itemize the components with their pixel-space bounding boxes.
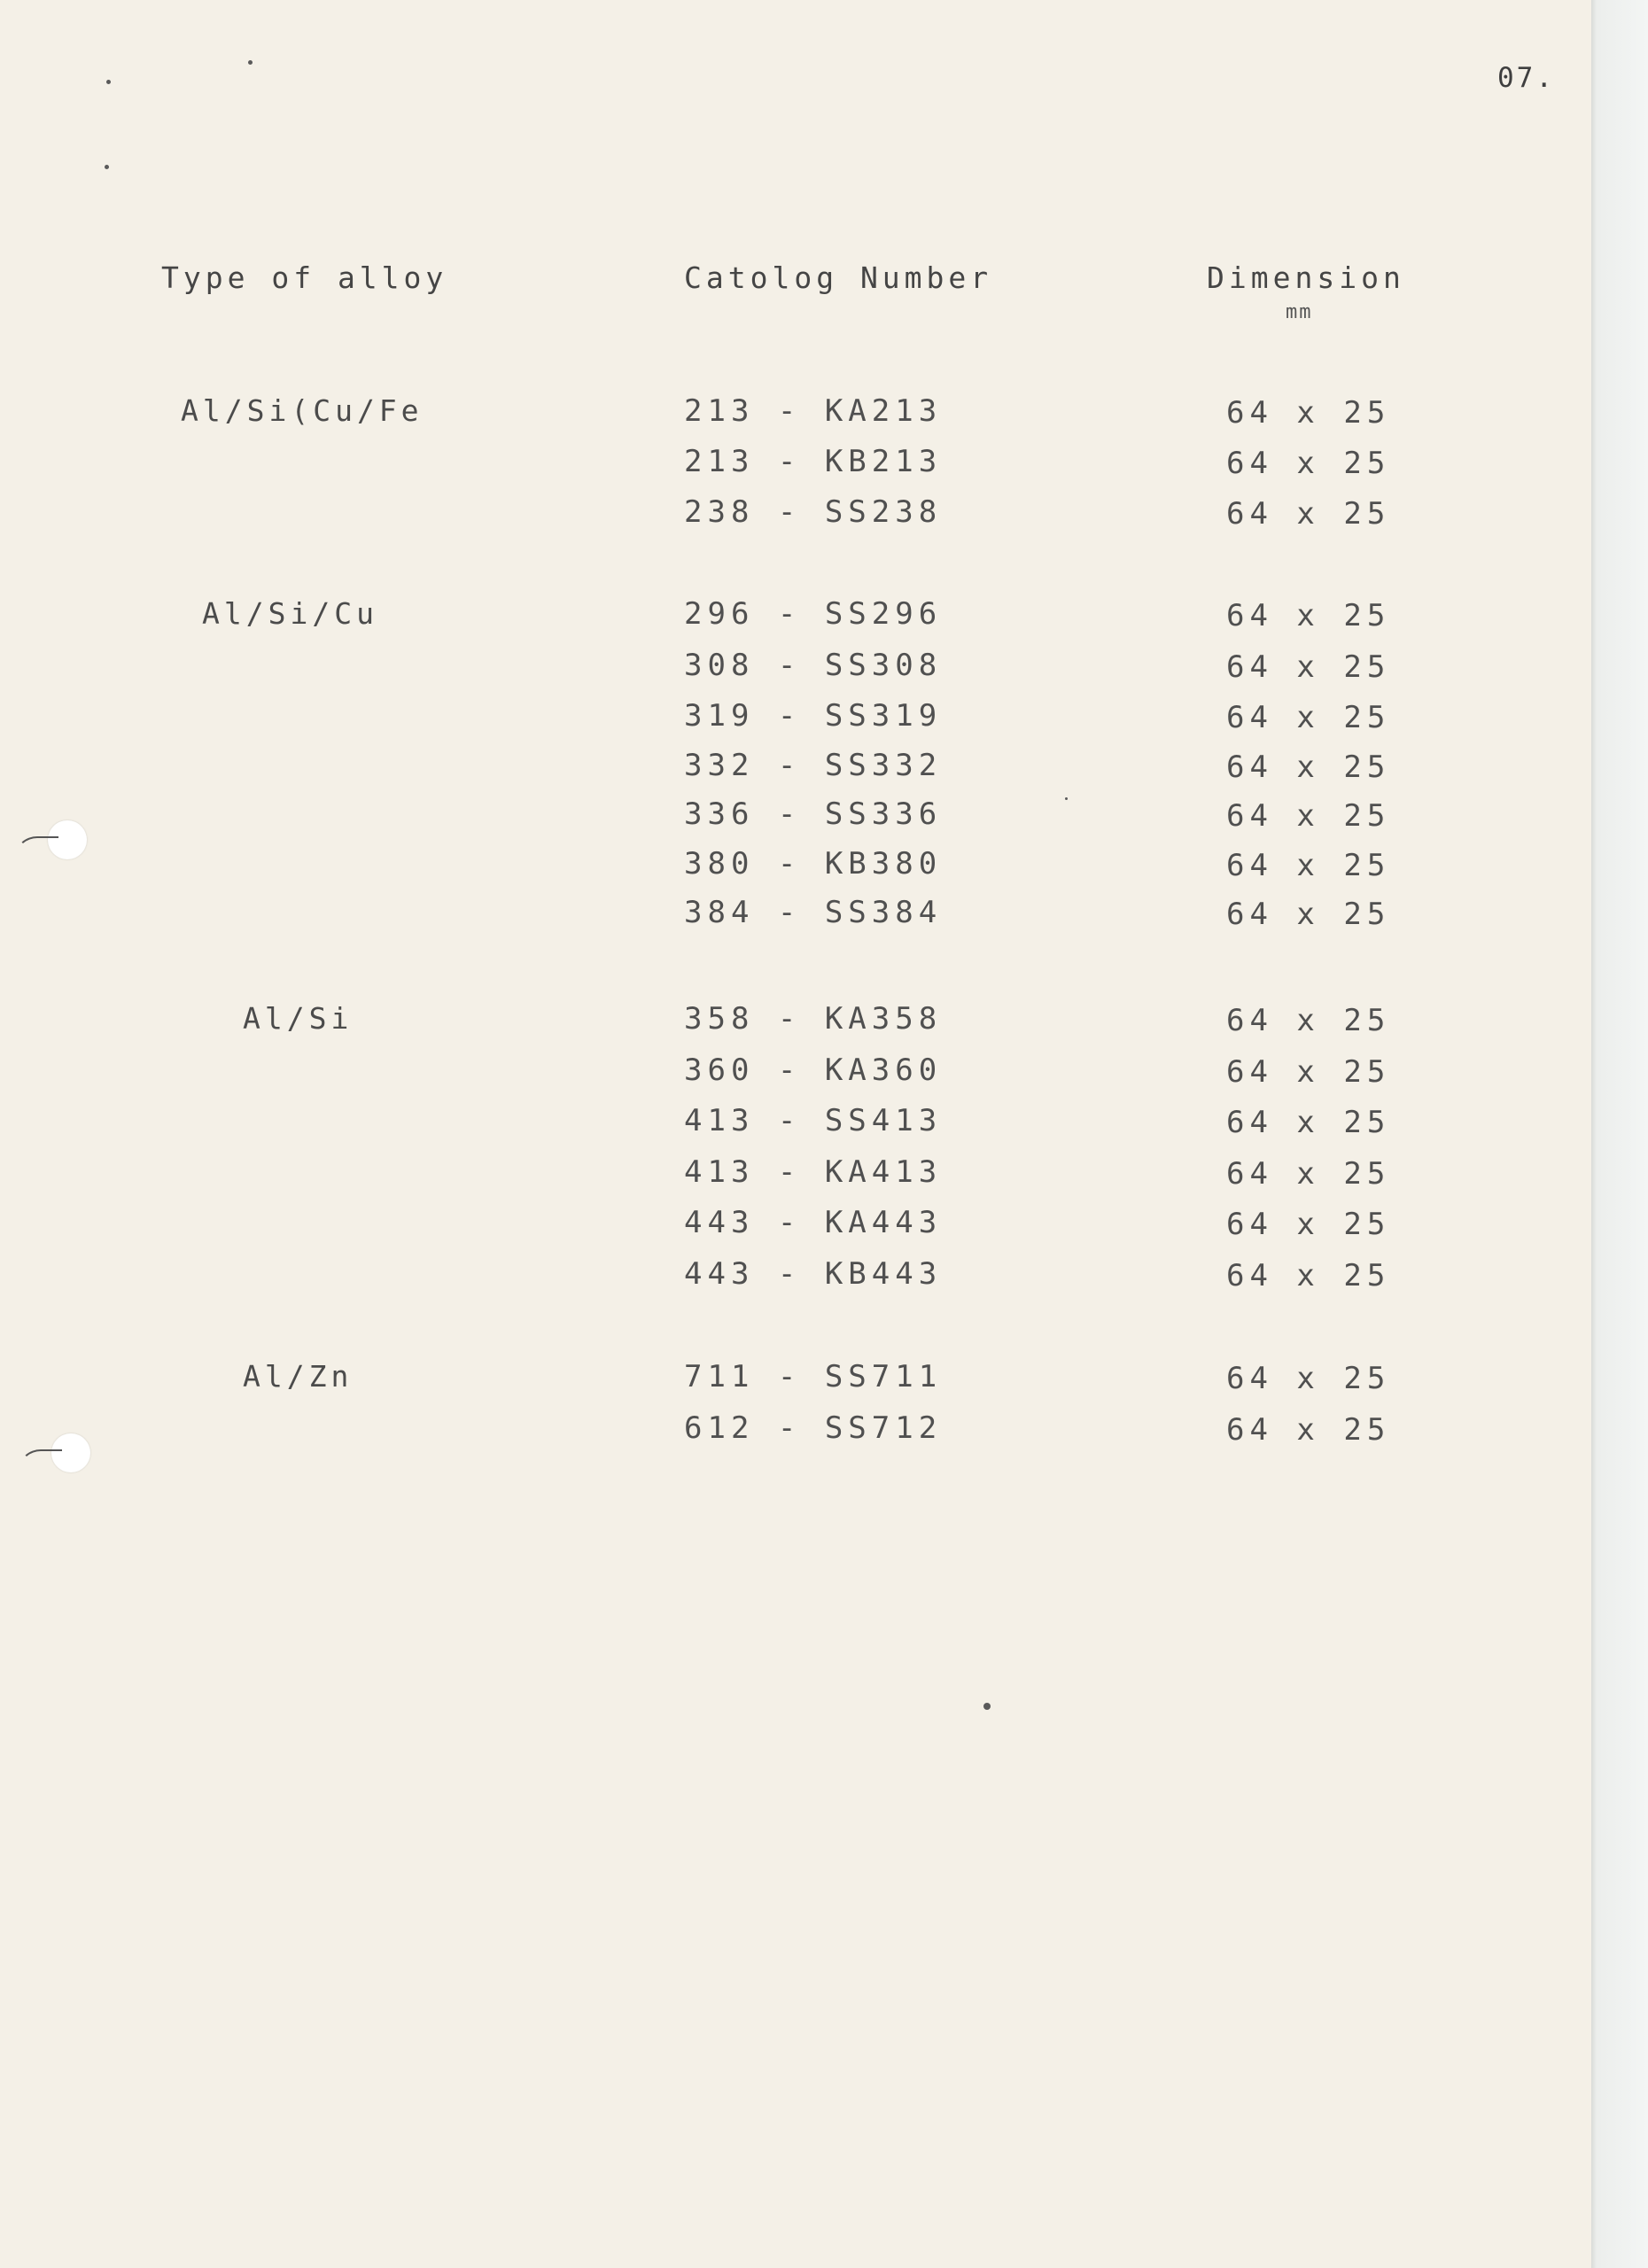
catalog-number: 612 - SS712 — [684, 1410, 943, 1446]
ink-speck — [105, 165, 109, 169]
dimension-value: 64 x 25 — [1226, 1003, 1391, 1038]
ink-speck — [983, 1703, 991, 1710]
dimension-value: 64 x 25 — [1226, 1054, 1391, 1090]
group-label-al-si-cu: Al/Si/Cu — [202, 596, 378, 631]
ink-speck — [106, 80, 111, 84]
dimension-value: 64 x 25 — [1226, 598, 1391, 633]
dimension-value: 64 x 25 — [1226, 1258, 1391, 1293]
catalog-number: 413 - SS413 — [684, 1103, 943, 1138]
dimension-value: 64 x 25 — [1226, 446, 1391, 481]
catalog-number: 413 - KA413 — [684, 1154, 943, 1190]
header-dimension: Dimension — [1207, 260, 1405, 295]
catalog-number: 332 - SS332 — [684, 748, 943, 783]
header-dimension-unit: mm — [1286, 301, 1313, 323]
punch-hole — [48, 820, 87, 859]
catalog-number: 380 - KB380 — [684, 846, 943, 882]
catalog-number: 360 - KA360 — [684, 1052, 943, 1088]
group-label-al-zn: Al/Zn — [243, 1359, 354, 1394]
page-number: 07. — [1497, 62, 1555, 94]
catalog-number: 238 - SS238 — [684, 494, 943, 530]
catalog-number: 296 - SS296 — [684, 596, 943, 632]
dimension-value: 64 x 25 — [1226, 1412, 1391, 1448]
group-label-al-si-cu-fe: Al/Si(Cu/Fe — [181, 393, 424, 428]
ink-speck — [248, 60, 253, 65]
dimension-value: 64 x 25 — [1226, 1105, 1391, 1140]
catalog-number: 213 - KA213 — [684, 393, 943, 429]
header-catalog-number: Catolog Number — [684, 260, 993, 295]
dimension-value: 64 x 25 — [1226, 700, 1391, 735]
dimension-value: 64 x 25 — [1226, 649, 1391, 685]
catalog-number: 308 - SS308 — [684, 648, 943, 683]
dimension-value: 64 x 25 — [1226, 1207, 1391, 1242]
catalog-number: 213 - KB213 — [684, 444, 943, 479]
ink-speck — [1065, 797, 1068, 800]
catalog-number: 358 - KA358 — [684, 1001, 943, 1037]
dimension-value: 64 x 25 — [1226, 848, 1391, 883]
catalog-number: 443 - KA443 — [684, 1205, 943, 1240]
dimension-value: 64 x 25 — [1226, 496, 1391, 532]
dimension-value: 64 x 25 — [1226, 897, 1391, 932]
catalog-number: 711 - SS711 — [684, 1359, 943, 1394]
catalog-number: 384 - SS384 — [684, 895, 943, 930]
group-label-al-si: Al/Si — [243, 1001, 354, 1036]
catalog-number: 336 - SS336 — [684, 796, 943, 832]
dimension-value: 64 x 25 — [1226, 1156, 1391, 1192]
dimension-value: 64 x 25 — [1226, 1361, 1391, 1396]
scan-edge — [1591, 0, 1648, 2268]
dimension-value: 64 x 25 — [1226, 798, 1391, 834]
dimension-value: 64 x 25 — [1226, 750, 1391, 785]
catalog-number: 319 - SS319 — [684, 698, 943, 734]
header-type-of-alloy: Type of alloy — [161, 260, 448, 295]
dimension-value: 64 x 25 — [1226, 395, 1391, 431]
punch-hole — [51, 1433, 90, 1472]
catalog-number: 443 - KB443 — [684, 1256, 943, 1292]
